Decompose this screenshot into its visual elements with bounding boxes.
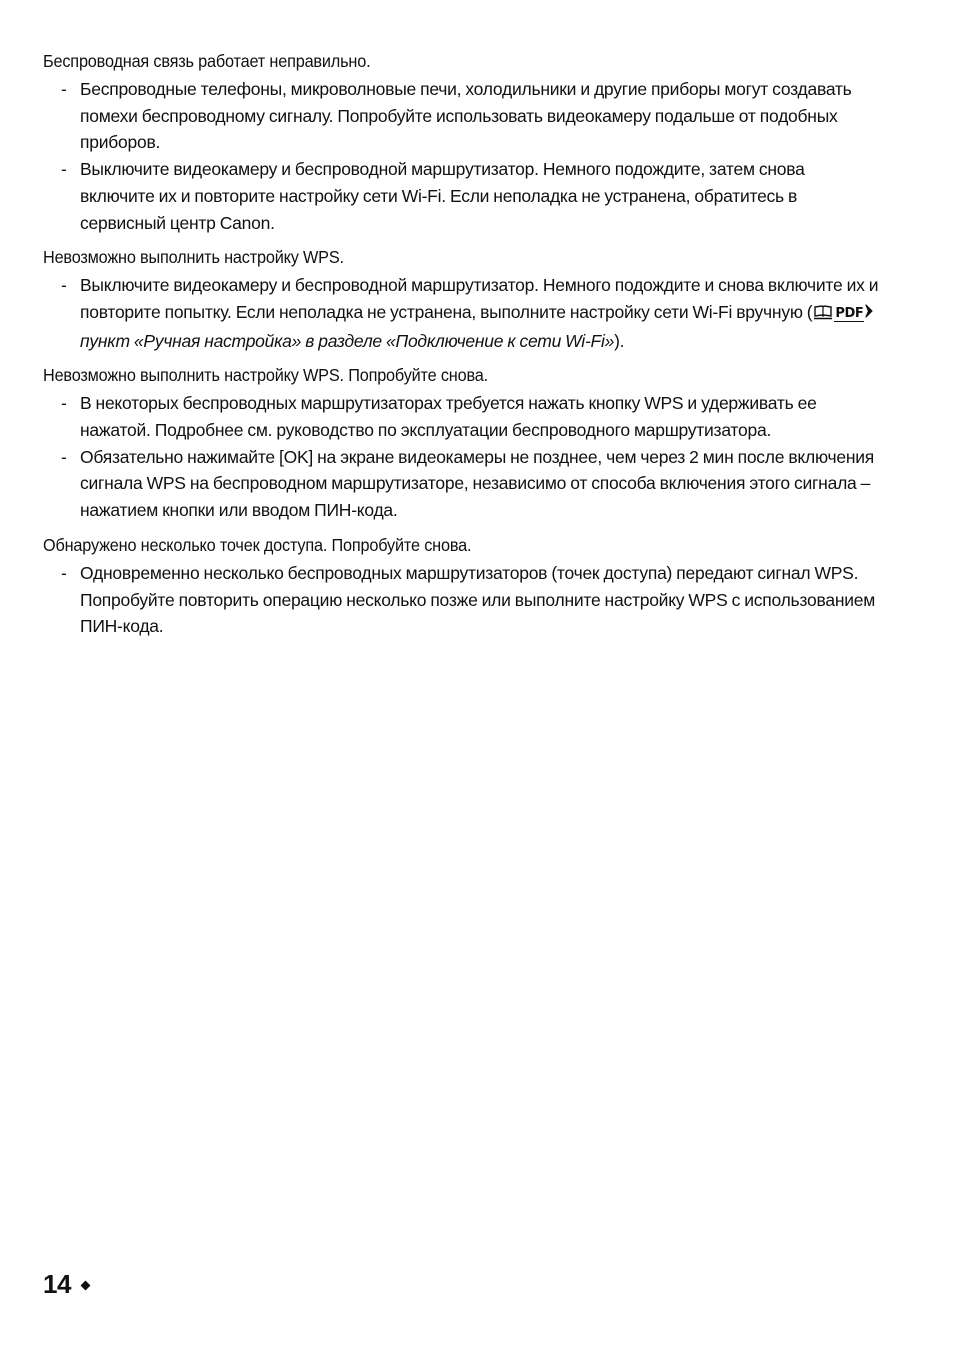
section-heading: Обнаружено несколько точек доступа. Попробуйте снова. <box>43 534 472 555</box>
page-footer <box>43 1268 89 1300</box>
section-heading: Невозможно выполнить настройку WPS. <box>43 247 344 268</box>
list-item-text-before: Выключите видеокамеру и беспроводной маршрутизатор. Немного подождите и снова включите их и повторите попытку. Если неполадка не устранена, выполните настройку сети Wi-Fi вручную ( <box>80 275 879 322</box>
book-reference-icon <box>813 301 833 328</box>
item-list <box>43 76 873 236</box>
section-wps-retry <box>43 362 873 524</box>
list-item <box>43 76 880 156</box>
list-item-text: Одновременно несколько беспроводных маршрутизаторов (точек доступа) передают сигнал WPS. Попробуйте повторить операцию несколько позже или выполните настройку WPS с использованием ПИН-кода. <box>80 562 876 637</box>
pdf-reference-badge: PDF <box>835 305 864 321</box>
list-item-text: Беспроводные телефоны, микроволновые печи, холодильники и другие приборы могут создавать помехи беспроводному сигналу. Попробуйте использовать видеокамеру подальше от подобных приборов. <box>80 79 852 153</box>
section-wps-failed <box>43 244 879 354</box>
list-item-text: Обязательно нажимайте [OK] на экране видеокамеры не позднее, чем через 2 мин после включения сигнала WPS на беспроводном маршрутизаторе, независимо от способа включения этого сигнала – нажатием кнопки или вводом ПИН-кода. <box>80 446 874 521</box>
bullet-dash: - <box>61 159 67 180</box>
item-list <box>43 560 876 640</box>
list-item <box>43 272 880 354</box>
list-item <box>43 390 880 443</box>
section-heading: Невозможно выполнить настройку WPS. Попробуйте снова. <box>43 365 488 386</box>
list-item <box>43 560 880 640</box>
bullet-dash: - <box>61 393 67 414</box>
chevron-right-icon <box>865 301 874 328</box>
list-item <box>43 156 880 236</box>
bullet-dash: - <box>61 275 67 296</box>
bullet-dash: - <box>61 562 67 583</box>
pdf-reference-text: пункт «Ручная настройка» в разделе «Подключение к сети Wi-Fi» <box>80 330 615 351</box>
document-page <box>43 48 879 648</box>
diamond-icon <box>80 1280 90 1290</box>
list-item-text-after: ). <box>614 330 625 351</box>
list-item-text <box>80 272 880 354</box>
item-list <box>43 390 873 524</box>
section-wireless-malfunction <box>43 48 873 236</box>
bullet-dash: - <box>61 79 67 99</box>
bullet-dash: - <box>61 446 67 467</box>
page-number: 14 <box>43 1269 71 1299</box>
section-multiple-access-points <box>43 532 876 640</box>
section-heading: Беспроводная связь работает неправильно. <box>43 51 371 71</box>
item-list <box>43 272 879 354</box>
list-item-text: В некоторых беспроводных маршрутизаторах требуется нажать кнопку WPS и удерживать ее нажатой. Подробнее см. руководство по эксплуатации беспроводного маршрутизатора. <box>80 393 817 441</box>
list-item-text: Выключите видеокамеру и беспроводной маршрутизатор. Немного подождите, затем снова включите их и повторите настройку сети Wi-Fi. Если неполадка не устранена, обратитесь в сервисный центр Canon. <box>80 159 805 233</box>
list-item <box>43 444 880 524</box>
